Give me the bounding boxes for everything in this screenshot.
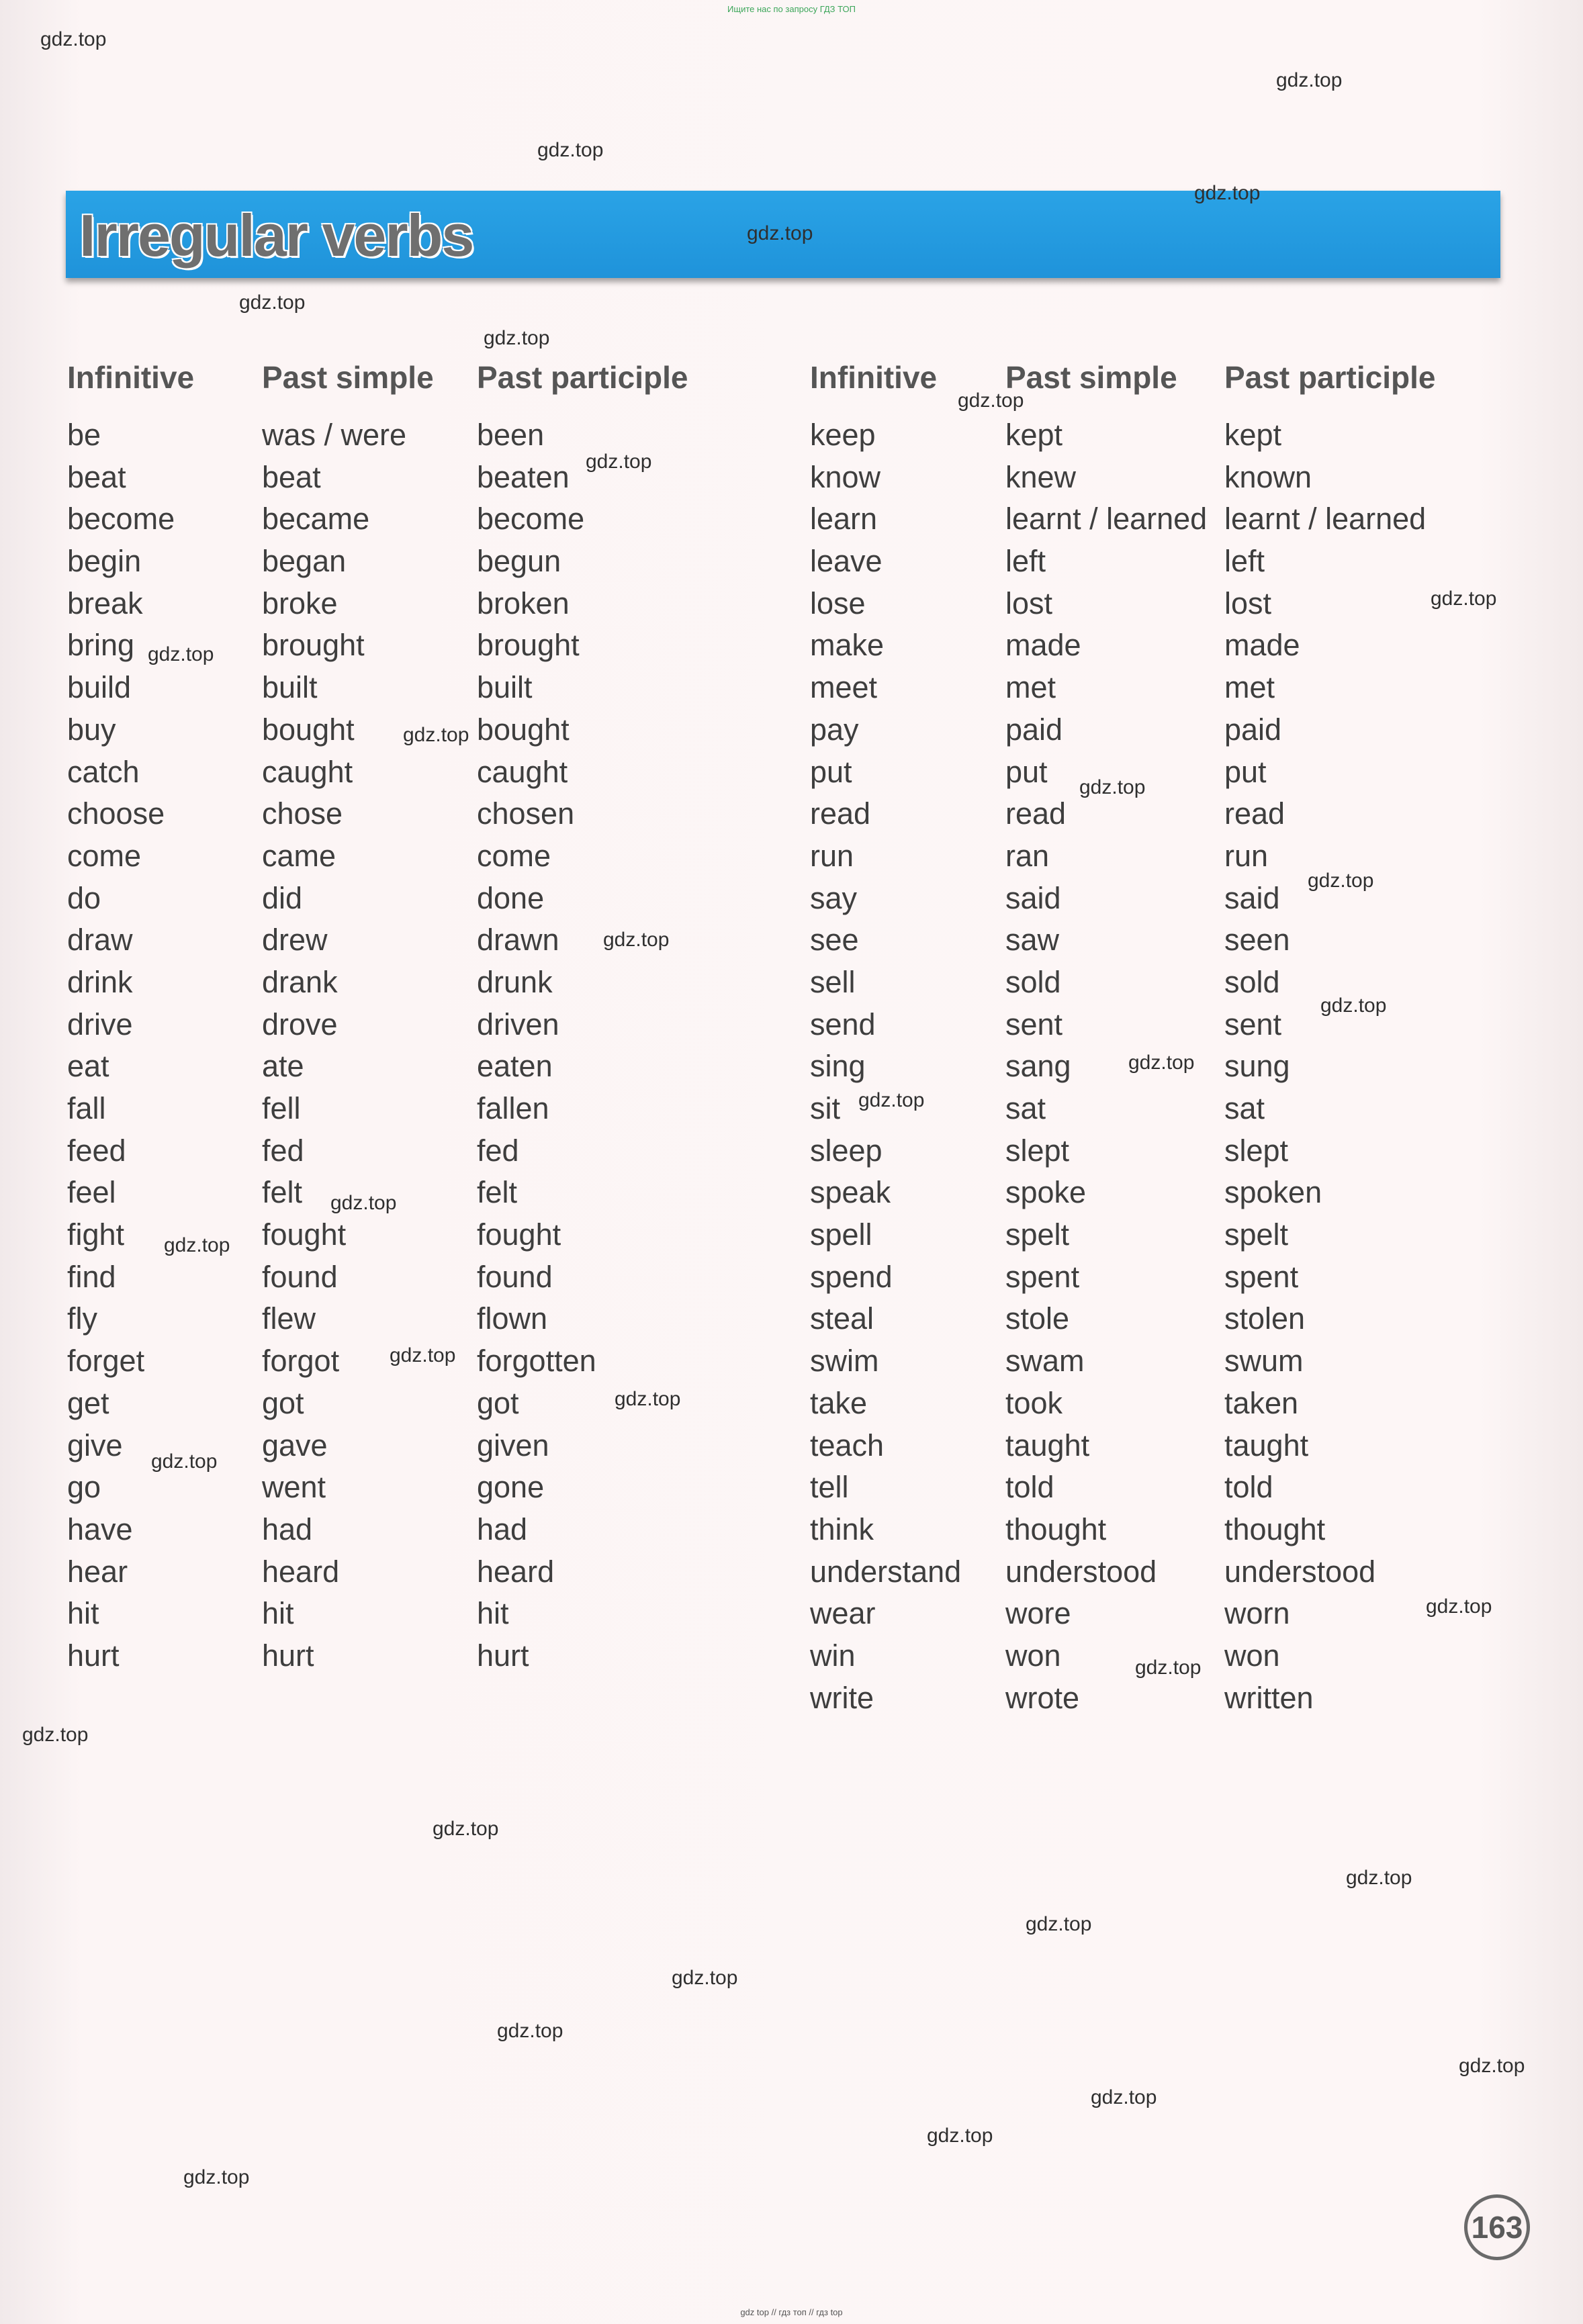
- verb-cell: understand: [810, 1554, 962, 1589]
- verb-cell: did: [262, 880, 303, 915]
- verb-cell: come: [477, 838, 551, 873]
- verb-cell: driven: [477, 1007, 559, 1041]
- verb-cell: wore: [1005, 1596, 1071, 1631]
- verb-cell: catch: [67, 754, 140, 789]
- verb-cell: flown: [477, 1301, 548, 1336]
- verb-cell: drank: [262, 964, 338, 999]
- verb-cell: tell: [810, 1470, 849, 1505]
- verb-cell: worn: [1224, 1596, 1290, 1631]
- verb-cell: found: [477, 1259, 553, 1294]
- watermark: gdz.top: [433, 1818, 499, 1840]
- right-past-participle-column: [1224, 353, 1435, 1719]
- watermark: gdz.top: [148, 643, 214, 665]
- verb-cell: read: [810, 796, 871, 831]
- verb-cell: eat: [67, 1049, 109, 1084]
- watermark: gdz.top: [958, 389, 1024, 412]
- verb-cell: begun: [477, 544, 561, 579]
- verb-cell: become: [67, 502, 175, 537]
- verb-cell: beat: [262, 459, 321, 494]
- verb-cell: spoken: [1224, 1175, 1322, 1210]
- verb-cell: flew: [262, 1301, 316, 1336]
- left-past-simple-column: [262, 353, 434, 1677]
- verb-cell: spoke: [1005, 1175, 1087, 1210]
- verb-cell: heard: [262, 1554, 340, 1589]
- verb-cell: forgot: [262, 1344, 340, 1379]
- watermark: gdz.top: [497, 2020, 563, 2042]
- verb-cell: began: [262, 544, 347, 579]
- verb-cell: leave: [810, 544, 883, 579]
- verb-cell: meet: [810, 670, 878, 705]
- verb-cell: done: [477, 880, 545, 915]
- verb-cell: wrote: [1005, 1680, 1080, 1715]
- verb-cell: spelt: [1005, 1217, 1070, 1252]
- verb-cell: stole: [1005, 1301, 1070, 1336]
- watermark: gdz.top: [40, 28, 107, 50]
- verb-cell: steal: [810, 1301, 874, 1336]
- verb-cell: sent: [1224, 1007, 1282, 1041]
- column-header: Past simple: [262, 360, 434, 395]
- verb-cell: felt: [262, 1175, 303, 1210]
- verb-cell: felt: [477, 1175, 518, 1210]
- column-header: Past participle: [1224, 360, 1436, 395]
- verb-cell: said: [1224, 880, 1280, 915]
- watermark: gdz.top: [1091, 2086, 1157, 2108]
- verb-cell: win: [810, 1638, 856, 1673]
- verb-cell: fought: [477, 1217, 561, 1252]
- left-infinitive-column: [67, 353, 194, 1677]
- verb-cell: hurt: [67, 1638, 120, 1673]
- watermark: gdz.top: [239, 291, 306, 314]
- verb-cell: had: [262, 1512, 313, 1546]
- verb-cell: caught: [477, 754, 568, 789]
- verb-cell: forgotten: [477, 1344, 596, 1379]
- verb-cell: ran: [1005, 838, 1050, 873]
- verb-cell: broke: [262, 586, 338, 620]
- verb-cell: hit: [477, 1596, 509, 1631]
- verb-cell: was / were: [262, 418, 407, 452]
- verb-cell: beat: [67, 459, 126, 494]
- verb-cell: said: [1005, 880, 1061, 915]
- verb-cell: gone: [477, 1470, 545, 1505]
- left-past-participle-column: [477, 353, 688, 1677]
- verb-cell: read: [1005, 796, 1067, 831]
- verb-cell: sat: [1005, 1091, 1046, 1125]
- verb-cell: take: [810, 1385, 868, 1420]
- column-header: Past simple: [1005, 360, 1177, 395]
- verb-cell: learn: [810, 502, 878, 537]
- verb-cell: won: [1224, 1638, 1280, 1673]
- watermark: gdz.top: [537, 139, 604, 161]
- verb-cell: have: [67, 1512, 133, 1546]
- top-note: Ищите нас по запросу ГДЗ ТОП: [727, 4, 856, 14]
- watermark: gdz.top: [22, 1724, 89, 1746]
- watermark: gdz.top: [615, 1388, 681, 1410]
- verb-cell: slept: [1224, 1133, 1289, 1168]
- watermark: gdz.top: [1276, 69, 1343, 91]
- watermark: gdz.top: [1135, 1657, 1202, 1679]
- verb-cell: taken: [1224, 1385, 1299, 1420]
- watermark: gdz.top: [603, 929, 670, 951]
- verb-cell: left: [1005, 544, 1046, 579]
- verb-cell: beaten: [477, 459, 570, 494]
- verb-cell: came: [262, 838, 336, 873]
- verb-cell: go: [67, 1470, 101, 1505]
- verb-cell: drink: [67, 964, 133, 999]
- verb-cell: got: [262, 1385, 304, 1420]
- verb-cell: lost: [1005, 586, 1053, 620]
- verb-cell: hurt: [262, 1638, 314, 1673]
- verb-cell: kept: [1224, 418, 1282, 452]
- verb-cell: break: [67, 586, 143, 620]
- verb-cell: built: [262, 670, 318, 705]
- verb-cell: took: [1005, 1385, 1063, 1420]
- verb-cell: become: [477, 502, 585, 537]
- verb-cell: read: [1224, 796, 1285, 831]
- verb-cell: make: [810, 628, 885, 663]
- verb-cell: chose: [262, 796, 343, 831]
- watermark: gdz.top: [586, 451, 652, 473]
- watermark: gdz.top: [927, 2125, 993, 2147]
- verb-cell: fed: [477, 1133, 519, 1168]
- verb-cell: sung: [1224, 1049, 1290, 1084]
- watermark: gdz.top: [330, 1192, 397, 1214]
- verb-cell: build: [67, 670, 132, 705]
- verb-cell: gave: [262, 1428, 328, 1462]
- verb-cell: know: [810, 459, 881, 494]
- verb-cell: put: [1224, 754, 1267, 789]
- verb-cell: had: [477, 1512, 528, 1546]
- page-number: 163: [1464, 2194, 1530, 2260]
- verb-cell: brought: [262, 628, 365, 663]
- bottom-note: gdz top // гдз топ // гдз top: [740, 2307, 843, 2317]
- verb-cell: met: [1224, 670, 1275, 705]
- verb-cell: made: [1224, 628, 1300, 663]
- watermark: gdz.top: [1346, 1867, 1412, 1889]
- verb-cell: feel: [67, 1175, 116, 1210]
- verb-cell: paid: [1005, 712, 1063, 747]
- verb-cell: fed: [262, 1133, 304, 1168]
- verb-cell: find: [67, 1259, 116, 1294]
- watermark: gdz.top: [1426, 1595, 1492, 1618]
- watermark: gdz.top: [1079, 776, 1146, 798]
- watermark: gdz.top: [1194, 182, 1261, 204]
- verb-cell: won: [1005, 1638, 1061, 1673]
- verb-cell: spend: [810, 1259, 893, 1294]
- column-header: Past participle: [477, 360, 688, 395]
- verb-cell: sang: [1005, 1049, 1071, 1084]
- verb-cell: fly: [67, 1301, 97, 1336]
- verb-cell: swam: [1005, 1344, 1085, 1379]
- watermark: gdz.top: [672, 1967, 738, 1989]
- verb-cell: sent: [1005, 1007, 1063, 1041]
- verb-cell: spent: [1224, 1259, 1299, 1294]
- verb-cell: teach: [810, 1428, 885, 1462]
- verb-cell: write: [810, 1680, 874, 1715]
- verb-cell: keep: [810, 418, 876, 452]
- verb-cell: choose: [67, 796, 165, 831]
- verb-cell: taught: [1224, 1428, 1309, 1462]
- verb-cell: built: [477, 670, 533, 705]
- verb-cell: understood: [1224, 1554, 1376, 1589]
- verb-cell: hurt: [477, 1638, 529, 1673]
- verb-cell: wear: [810, 1596, 876, 1631]
- watermark: gdz.top: [403, 724, 469, 746]
- verb-cell: swum: [1224, 1344, 1304, 1379]
- verb-cell: ate: [262, 1049, 304, 1084]
- verb-cell: spell: [810, 1217, 872, 1252]
- verb-cell: do: [67, 880, 101, 915]
- verb-cell: went: [262, 1470, 326, 1505]
- verb-cell: fell: [262, 1091, 301, 1125]
- verb-cell: learnt / learned: [1005, 502, 1208, 537]
- verb-cell: sold: [1005, 964, 1061, 999]
- verb-cell: forget: [67, 1344, 145, 1379]
- verb-cell: fight: [67, 1217, 125, 1252]
- verb-cell: stolen: [1224, 1301, 1306, 1336]
- column-header: Infinitive: [810, 360, 938, 395]
- verb-cell: hear: [67, 1554, 128, 1589]
- verb-cell: found: [262, 1259, 338, 1294]
- verb-cell: bought: [262, 712, 355, 747]
- verb-cell: send: [810, 1007, 876, 1041]
- verb-cell: run: [1224, 838, 1269, 873]
- verb-cell: think: [810, 1512, 874, 1546]
- verb-cell: told: [1005, 1470, 1054, 1505]
- verb-cell: sleep: [810, 1133, 883, 1168]
- watermark: gdz.top: [1128, 1052, 1195, 1074]
- verb-cell: put: [1005, 754, 1048, 789]
- verb-cell: heard: [477, 1554, 555, 1589]
- verb-cell: get: [67, 1385, 109, 1420]
- verb-cell: pay: [810, 712, 859, 747]
- verb-cell: say: [810, 880, 858, 915]
- watermark: gdz.top: [1320, 994, 1387, 1017]
- verb-cell: chosen: [477, 796, 575, 831]
- verb-cell: drunk: [477, 964, 553, 999]
- verb-cell: buy: [67, 712, 116, 747]
- verb-cell: spelt: [1224, 1217, 1289, 1252]
- verb-cell: eaten: [477, 1049, 553, 1084]
- verb-cell: fallen: [477, 1091, 549, 1125]
- verb-cell: come: [67, 838, 142, 873]
- watermark: gdz.top: [1431, 588, 1497, 610]
- watermark: gdz.top: [151, 1450, 218, 1473]
- watermark: gdz.top: [747, 222, 813, 244]
- verb-cell: seen: [1224, 923, 1290, 958]
- watermark: gdz.top: [1026, 1913, 1092, 1935]
- verb-cell: bring: [67, 628, 135, 663]
- watermark: gdz.top: [1308, 870, 1374, 892]
- verb-cell: be: [67, 418, 101, 452]
- verb-cell: taught: [1005, 1428, 1090, 1462]
- verb-cell: known: [1224, 459, 1312, 494]
- watermark: gdz.top: [183, 2166, 250, 2188]
- verb-cell: paid: [1224, 712, 1282, 747]
- verb-cell: thought: [1005, 1512, 1107, 1546]
- verb-cell: made: [1005, 628, 1081, 663]
- verb-cell: lose: [810, 586, 866, 620]
- verb-cell: told: [1224, 1470, 1273, 1505]
- watermark: gdz.top: [1459, 2055, 1525, 2077]
- verb-cell: sold: [1224, 964, 1280, 999]
- verb-cell: met: [1005, 670, 1056, 705]
- watermark: gdz.top: [390, 1344, 456, 1366]
- verb-cell: begin: [67, 544, 142, 579]
- verb-cell: slept: [1005, 1133, 1070, 1168]
- verb-cell: got: [477, 1385, 519, 1420]
- verb-cell: became: [262, 502, 370, 537]
- verb-cell: sing: [810, 1049, 866, 1084]
- column-header: Infinitive: [67, 360, 195, 395]
- verb-cell: hit: [262, 1596, 294, 1631]
- watermark: gdz.top: [858, 1089, 925, 1111]
- verb-cell: spent: [1005, 1259, 1080, 1294]
- verb-cell: given: [477, 1428, 549, 1462]
- verb-cell: drawn: [477, 923, 559, 958]
- verb-cell: learnt / learned: [1224, 502, 1427, 537]
- verb-cell: lost: [1224, 586, 1272, 620]
- verb-cell: run: [810, 838, 854, 873]
- verb-cell: been: [477, 418, 545, 452]
- verb-cell: fall: [67, 1091, 106, 1125]
- verb-cell: put: [810, 754, 852, 789]
- verb-cell: drew: [262, 923, 328, 958]
- verb-cell: sell: [810, 964, 856, 999]
- verb-cell: speak: [810, 1175, 891, 1210]
- verb-cell: understood: [1005, 1554, 1157, 1589]
- verb-cell: hit: [67, 1596, 99, 1631]
- page-title: Irregular verbs: [79, 202, 473, 269]
- right-infinitive-column: [810, 353, 961, 1719]
- verb-cell: brought: [477, 628, 580, 663]
- verb-cell: bought: [477, 712, 570, 747]
- verb-cell: feed: [67, 1133, 126, 1168]
- verb-cell: knew: [1005, 459, 1077, 494]
- verb-cell: draw: [67, 923, 133, 958]
- verb-cell: written: [1224, 1680, 1314, 1715]
- verb-cell: fought: [262, 1217, 347, 1252]
- right-past-simple-column: [1005, 353, 1207, 1719]
- verb-cell: saw: [1005, 923, 1060, 958]
- verb-cell: kept: [1005, 418, 1063, 452]
- verb-cell: drive: [67, 1007, 133, 1041]
- watermark: gdz.top: [164, 1234, 230, 1256]
- watermark: gdz.top: [484, 327, 550, 349]
- verb-cell: swim: [810, 1344, 879, 1379]
- verb-cell: drove: [262, 1007, 338, 1041]
- verb-cell: see: [810, 923, 859, 958]
- verb-cell: give: [67, 1428, 123, 1462]
- verb-cell: sit: [810, 1091, 840, 1125]
- verb-cell: broken: [477, 586, 570, 620]
- verb-cell: caught: [262, 754, 353, 789]
- verb-cell: left: [1224, 544, 1265, 579]
- verb-cell: thought: [1224, 1512, 1326, 1546]
- verb-cell: sat: [1224, 1091, 1265, 1125]
